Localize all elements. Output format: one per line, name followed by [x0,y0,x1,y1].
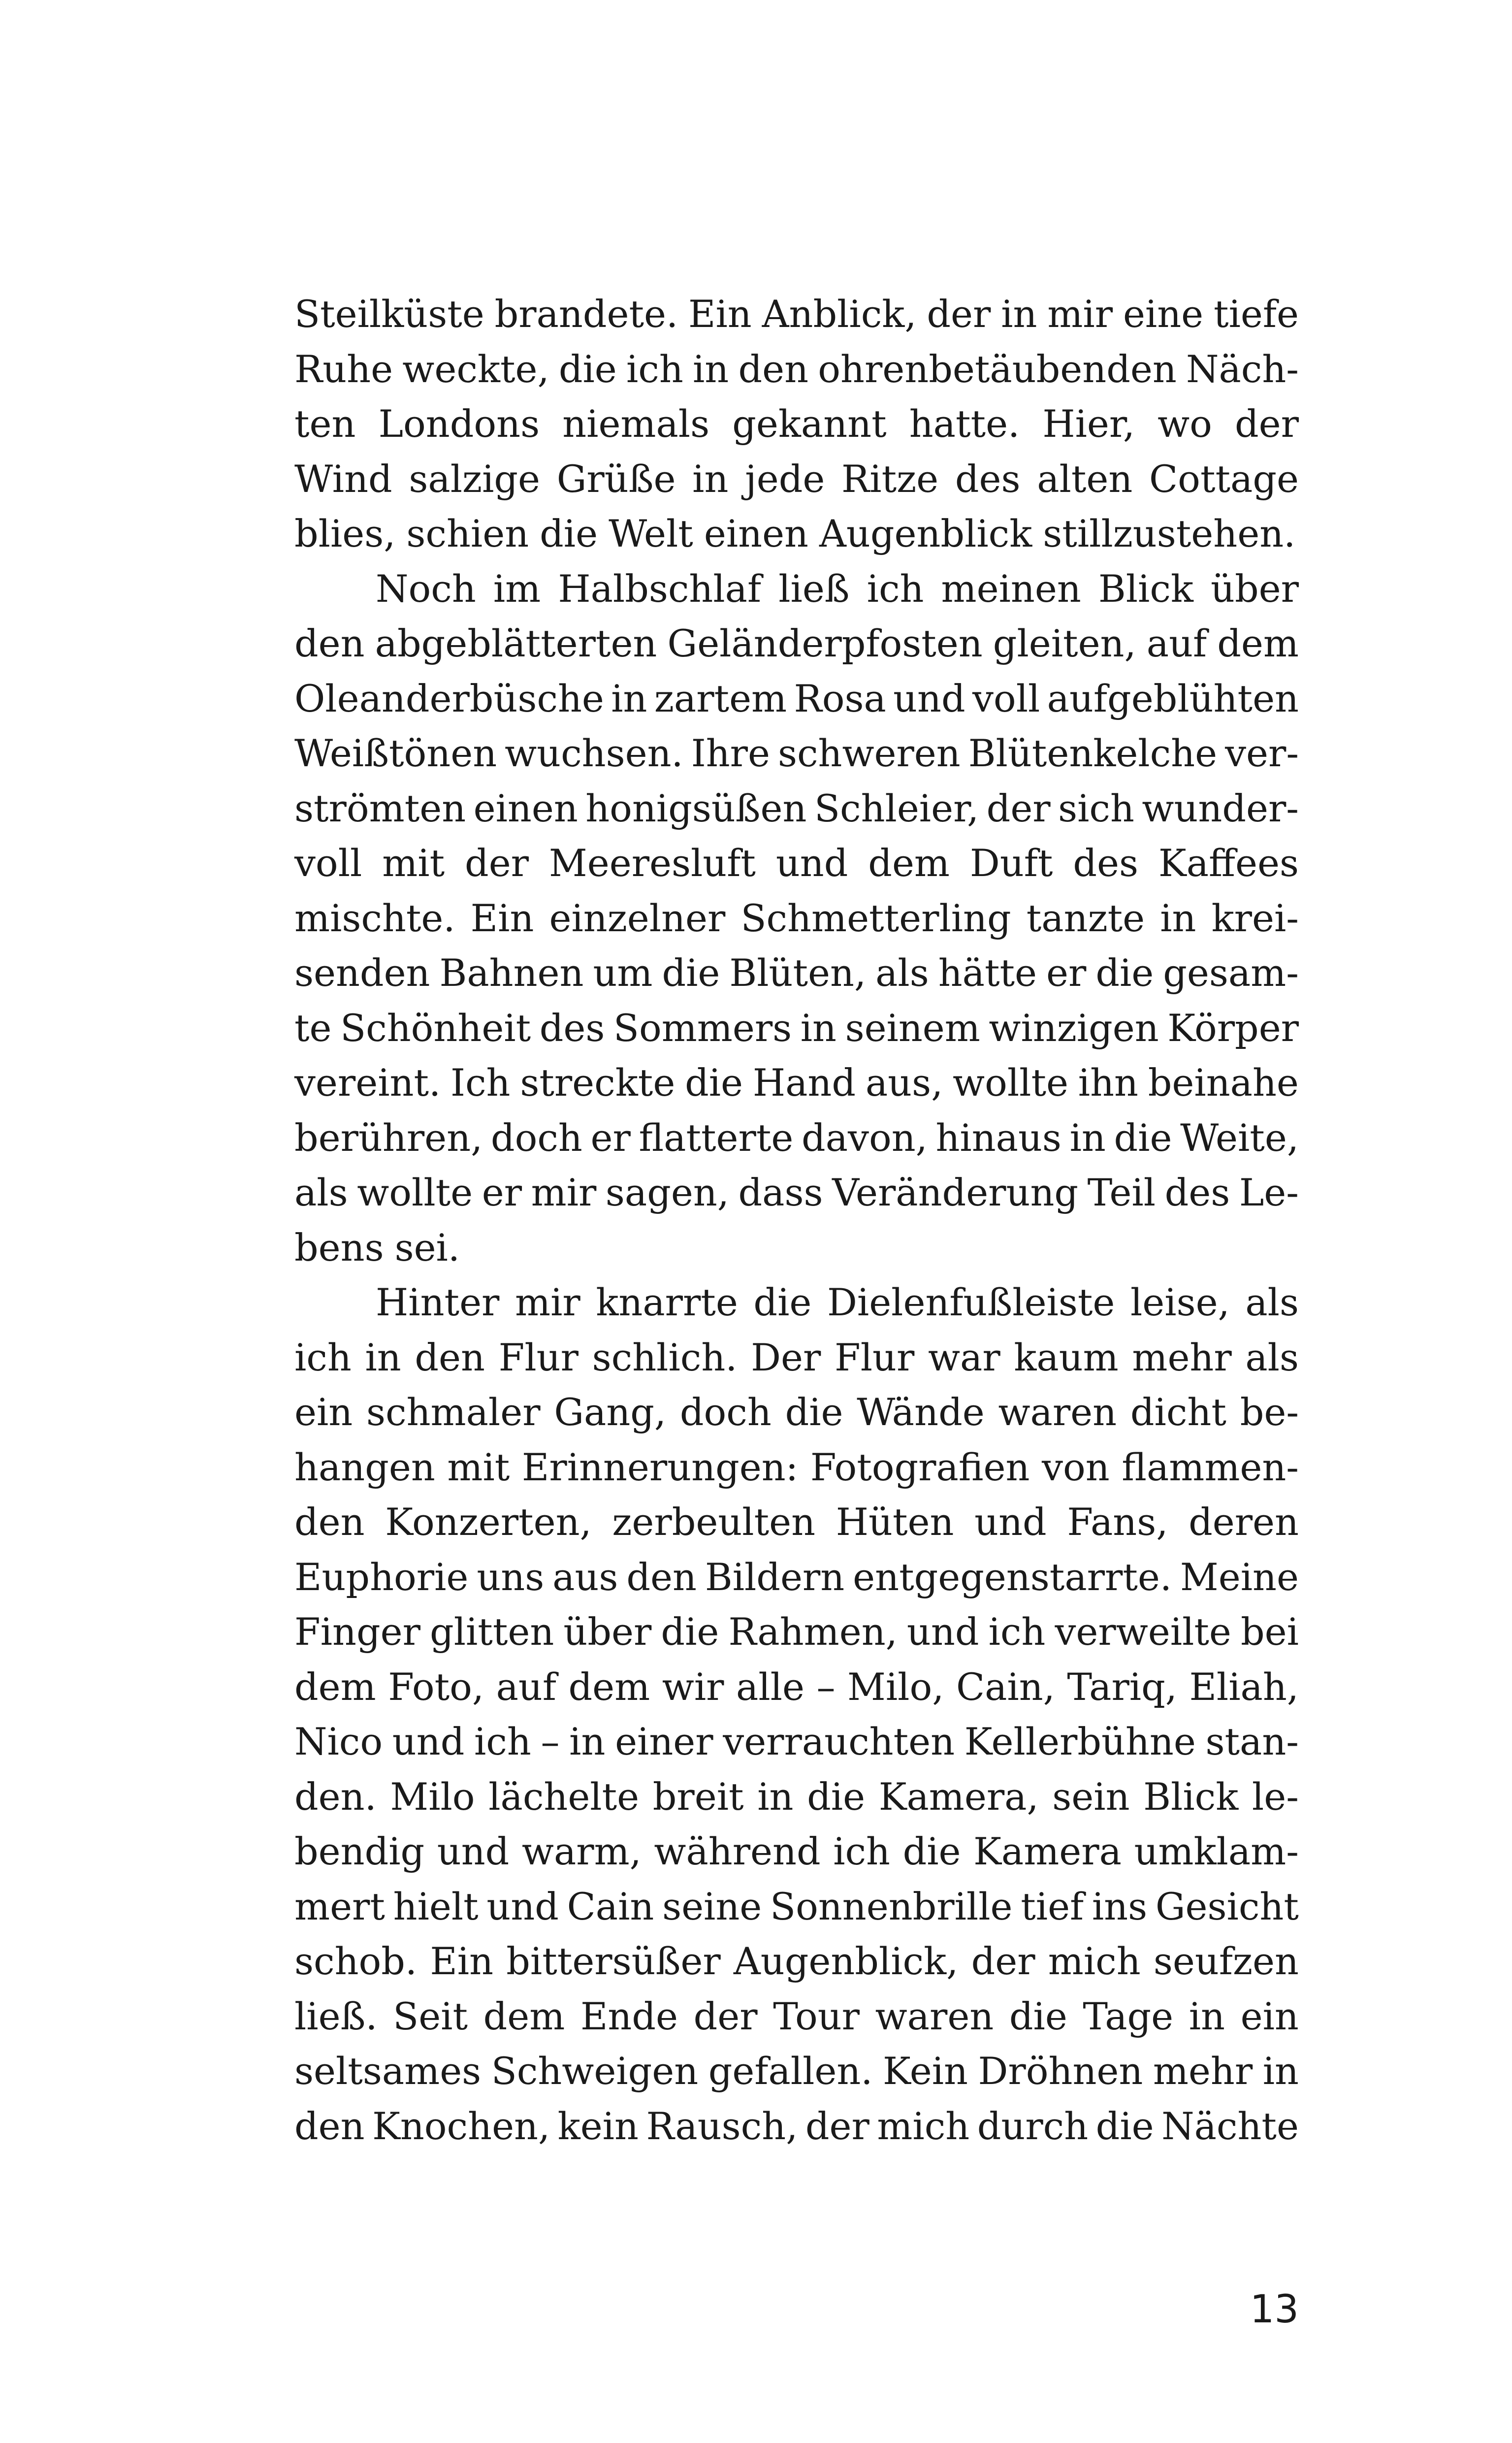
text-line: bens sei. [294,1225,460,1270]
text-line: Weißtönen wuchsen. Ihre schweren Blütenkelche ver- [294,731,1299,775]
text-line: ich in den Flur schlich. Der Flur war kaum mehr als [294,1335,1299,1379]
text-line: seltsames Schweigen gefallen. Kein Dröhnen mehr in [294,2049,1299,2093]
text-line: Hinter mir knarrte die Dielenfußleiste leise, als [376,1280,1299,1324]
text-line: schob. Ein bittersüßer Augenblick, der mich seufzen [294,1939,1299,1983]
text-line: Wind salzige Grüße in jede Ritze des alten Cottage [294,456,1299,501]
text-line: blies, schien die Welt einen Augenblick stillzustehen. [294,512,1296,555]
text-line: mischte. Ein einzelner Schmetterling tanzte in krei- [294,896,1299,940]
text-line: mert hielt und Cain seine Sonnenbrille tief ins Gesicht [294,1884,1299,1928]
text-line: vereint. Ich streckte die Hand aus, wollte ihn beinahe [294,1061,1299,1105]
text-line: Ruhe weckte, die ich in den ohrenbetäubenden Näch- [294,347,1299,391]
text-line: Euphorie uns aus den Bildern entgegenstarrte. Meine [294,1555,1299,1599]
paragraph [294,561,1299,1275]
text-line: bendig und warm, während ich die Kamera umklam- [294,1829,1299,1873]
text-line: als wollte er mir sagen, dass Veränderung Teil des Le- [294,1171,1299,1214]
text-line: den. Milo lächelte breit in die Kamera, sein Blick le- [294,1774,1299,1819]
text-line: Steilküste brandete. Ein Anblick, der in mir eine tiefe [294,292,1299,336]
text-line: hangen mit Erinnerungen: Fotografien von flammen- [294,1445,1299,1489]
text-line: te Schönheit des Sommers in seinem winzigen Körper [294,1006,1299,1050]
page-number: 13 [1250,2287,1299,2332]
text-line: ten Londons niemals gekannt hatte. Hier, wo der [294,402,1299,446]
text-line: Nico und ich – in einer verrauchten Kellerbühne stan- [294,1720,1299,1763]
paragraph [294,1275,1299,2153]
paragraph [294,287,1299,561]
text-line: Finger glitten über die Rahmen, und ich verweilte bei [294,1610,1299,1654]
text-line: berühren, doch er flatterte davon, hinaus in die Weite, [294,1115,1299,1160]
text-line: Oleanderbüsche in zartem Rosa und voll aufgeblühten [294,676,1299,720]
text-line: voll mit der Meeresluft und dem Duft des Kaffees [294,841,1299,885]
text-line: ließ. Seit dem Ende der Tour waren die Tage in ein [294,1994,1299,2038]
text-line: den Konzerten, zerbeulten Hüten und Fans, deren [294,1500,1299,1544]
text-line: dem Foto, auf dem wir alle – Milo, Cain, Tariq, Eliah, [294,1664,1299,1709]
text-line: ein schmaler Gang, doch die Wände waren dicht be- [294,1390,1299,1434]
text-line: Noch im Halbschlaf ließ ich meinen Blick über [376,566,1299,611]
body-text [294,287,1299,2153]
text-line: strömten einen honigsüßen Schleier, der sich wunder- [294,786,1299,830]
text-line: den Knochen, kein Rausch, der mich durch die Nächte [294,2104,1299,2148]
text-line: den abgeblätterten Geländerpfosten gleiten, auf dem [294,621,1299,665]
text-line: senden Bahnen um die Blüten, als hätte er die gesam- [294,951,1299,995]
